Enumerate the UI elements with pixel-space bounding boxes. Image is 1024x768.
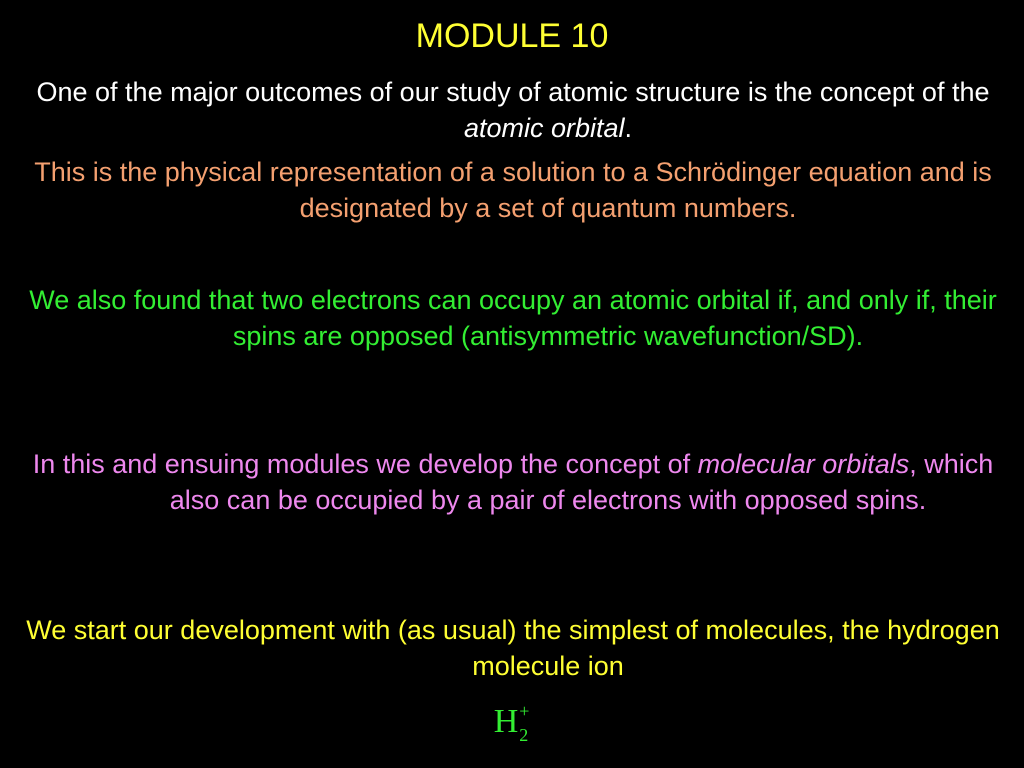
- paragraph-atomic-orbital-end: .: [624, 113, 633, 143]
- slide-title: MODULE 10: [415, 17, 609, 55]
- paragraph-atomic-orbital: [18, 74, 1008, 146]
- paragraph-molecular-orbitals: [18, 446, 1008, 518]
- atomic-orbital-term: atomic orbital: [463, 113, 625, 143]
- paragraph-molecular-orbitals-text: In this and ensuing modules we develop the concept of: [32, 449, 698, 479]
- formula-symbol: H: [493, 703, 519, 740]
- paragraph-electron-spins: We also found that two electrons can occupy an atomic orbital if, and only if, their spins are opposed (antisymmetric wavefunction/SD).: [29, 285, 997, 351]
- formula-scripts: [518, 700, 530, 744]
- hydrogen-molecule-ion-formula: [0, 700, 1024, 744]
- formula-subscript: 2: [519, 725, 529, 745]
- paragraph-molecular-orbitals-end: , which also can be occupied by a pair of electrons with opposed spins.: [169, 449, 994, 515]
- paragraph-atomic-orbital-text: One of the major outcomes of our study of atomic structure is the concept of the: [36, 77, 990, 107]
- formula-superscript: +: [519, 701, 530, 721]
- paragraph-hydrogen-ion: We start our development with (as usual) the simplest of molecules, the hydrogen molecule ion: [26, 615, 1000, 681]
- molecular-orbitals-term: molecular orbitals: [697, 449, 910, 479]
- paragraph-schrodinger: This is the physical representation of a solution to a Schrödinger equation and is designated by a set of quantum numbers.: [34, 157, 992, 223]
